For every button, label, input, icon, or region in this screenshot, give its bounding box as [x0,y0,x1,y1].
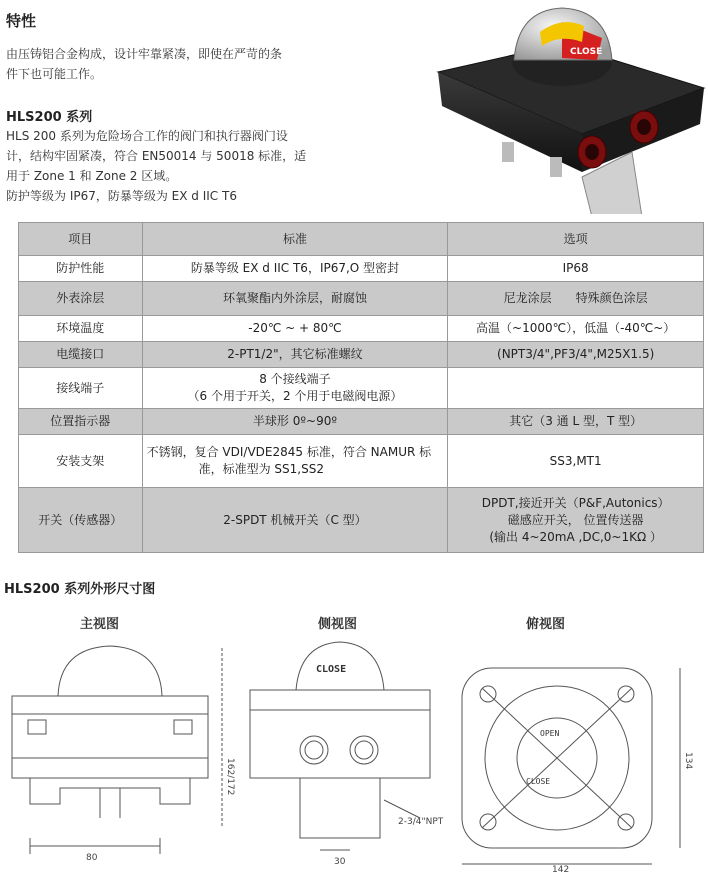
features-line-1: 由压铸铝合金构成，设计牢靠紧凑，即使在严苛的条 [6,47,283,61]
series-title: HLS200 系列 [6,110,93,125]
dial-close-label: CLOSE [526,777,551,786]
row-standard-line: 8 个接线端子 [259,372,331,386]
row-standard: 防暴等级 EX d IIC T6，IP67,O 型密封 [142,256,448,282]
dim-top-width: 142 [552,865,570,873]
row-standard: 半球形 0º~90º [142,409,448,435]
series-line-4: 防护等级为 IP67，防暴等级为 EX d IIC T6 [6,189,237,203]
row-option-line: 磁感应开关， 位置传送器 [507,512,644,527]
dimension-drawing [0,628,708,873]
dim-top-height: 134 [683,752,693,770]
front-view [12,646,222,854]
product-photo [432,2,708,214]
series-line-2: 计，结构牢固紧凑，符合 EN50014 与 50018 标准，适 [6,149,307,163]
top-view-title: 俯视图 [526,617,566,632]
row-standard-line: 准，标准型为 SS1,SS2 [198,462,324,476]
table-row [19,409,704,435]
row-option: 高温（~1000℃），低温（-40℃~） [448,316,704,342]
table-row [19,435,704,488]
top-view [462,668,680,864]
row-standard: 2-PT1/2"，其它标准螺纹 [142,342,448,368]
row-item: 安装支架 [19,435,143,488]
table-row [19,488,704,553]
dimension-section-title: HLS200 系列外形尺寸图 [4,582,156,597]
row-option [448,488,704,553]
row-item: 外表涂层 [19,282,143,316]
row-item: 位置指示器 [19,409,143,435]
series-line-1: HLS 200 系列为危险场合工作的阀门和执行器阀门设 [6,129,288,143]
features-title: 特性 [6,12,37,30]
side-view-title: 侧视图 [318,617,358,632]
header-standard: 标准 [142,223,448,256]
row-item: 电缆接口 [19,342,143,368]
dim-height: 162/172 [225,758,235,796]
table-row [19,368,704,409]
table-row [19,256,704,282]
table-row [19,316,704,342]
features-line-2: 件下也可能工作。 [6,67,103,81]
row-standard: 2-SPDT 机械开关（C 型） [142,488,448,553]
row-standard [142,435,448,488]
table-row [19,342,704,368]
table-header-row [19,223,704,256]
features-text [6,44,282,84]
series-line-3: 用于 Zone 1 和 Zone 2 区域。 [6,169,178,183]
row-standard-line: 不锈钢，复合 VDI/VDE2845 标准，符合 NAMUR 标 [146,445,432,459]
row-item: 开关（传感器） [19,488,143,553]
row-standard [142,368,448,409]
dim-front-width: 80 [86,853,98,863]
header-option: 选项 [448,223,704,256]
dim-port: 2-3/4"NPT [398,817,444,827]
row-item: 环境温度 [19,316,143,342]
row-item: 接线端子 [19,368,143,409]
series-text [6,126,306,206]
row-standard: 环氧聚酯内外涂层，耐腐蚀 [142,282,448,316]
row-option: 其它（3 通 L 型，T 型） [448,409,704,435]
row-standard: -20℃ ~ + 80℃ [142,316,448,342]
row-option: 尼龙涂层 特殊颜色涂层 [448,282,704,316]
row-standard-line: （6 个用于开关，2 个用于电磁阀电源） [187,389,403,403]
row-option: IP68 [448,256,704,282]
row-option-line: (输出 4~20mA ,DC,0~1KΩ ） [489,529,662,544]
table-row [19,282,704,316]
row-item: 防护性能 [19,256,143,282]
photo-close-label: CLOSE [570,47,603,57]
spec-table [18,222,704,553]
front-view-title: 主视图 [80,617,120,632]
side-close-label: CLOSE [316,664,347,675]
dial-open-label: OPEN [540,729,560,738]
row-option: SS3,MT1 [448,435,704,488]
header-item: 项目 [19,223,143,256]
row-option: (NPT3/4",PF3/4",M25X1.5) [448,342,704,368]
row-option [448,368,704,409]
row-option-line: DPDT,接近开关（P&F,Autonics） [481,495,670,510]
dim-side: 30 [334,857,346,867]
